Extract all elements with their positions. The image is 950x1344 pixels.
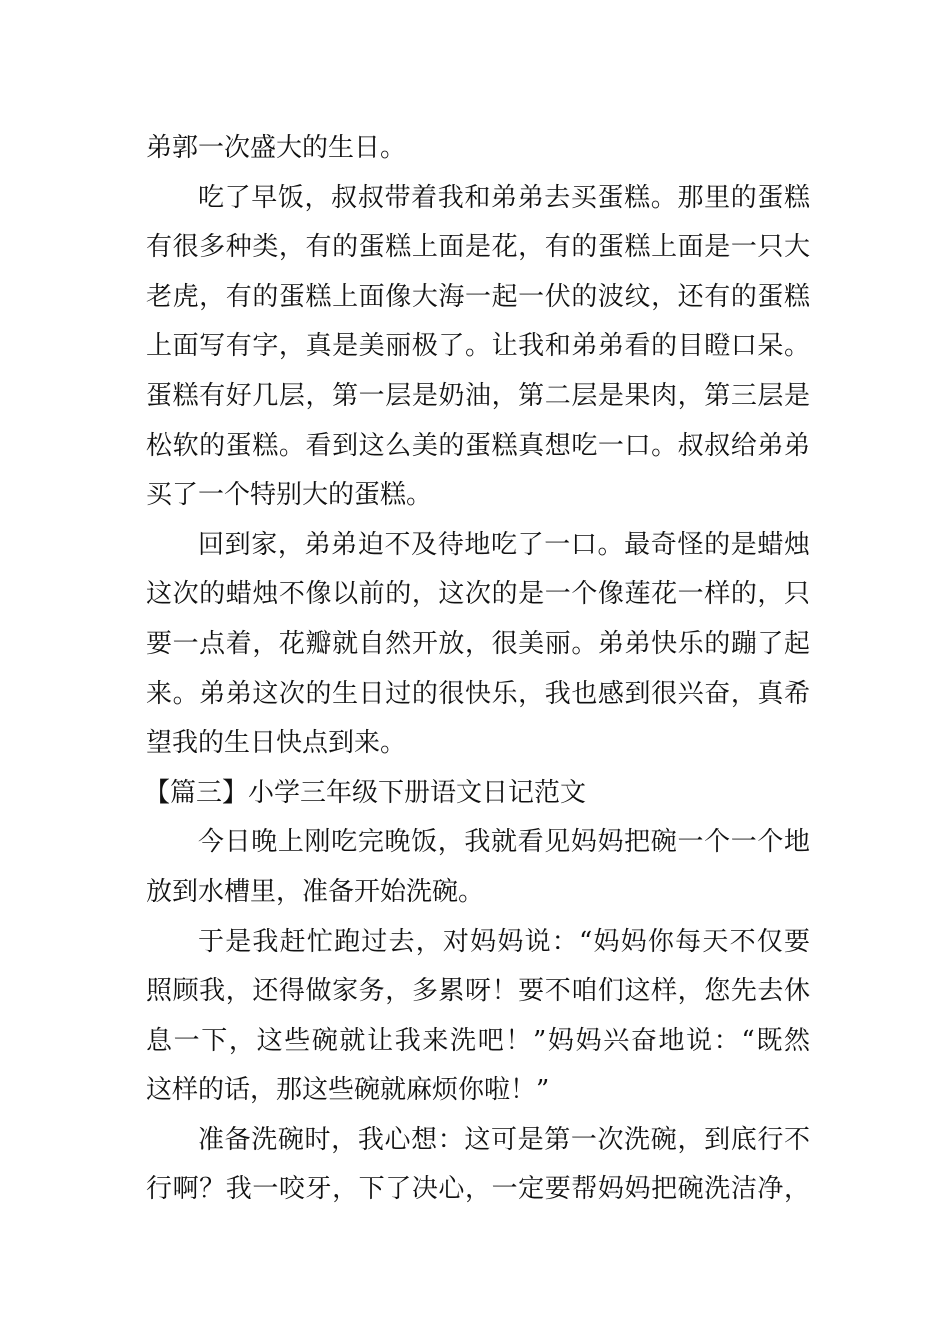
text-line: 上面写有字，真是美丽极了。让我和弟弟看的目瞪口呆。 [146,331,810,362]
paragraph-first-line: 准备洗碗时，我心想：这可是第一次洗碗，到底行不 [198,1124,810,1155]
text-line: 买了一个特别大的蛋糕。 [146,480,433,511]
text-line: 要一点着，花瓣就自然开放，很美丽。弟弟快乐的蹦了起 [146,628,810,659]
text-line: 照顾我，还得做家务，多累呀！要不咱们这样，您先去休 [146,976,810,1007]
text-line: 这次的蜡烛不像以前的，这次的是一个像莲花一样的，只 [146,579,810,610]
document-body [146,124,810,1215]
paragraph-first-line: 回到家，弟弟迫不及待地吃了一口。最奇怪的是蜡烛 [198,529,810,560]
text-line: 来。弟弟这次的生日过的很快乐，我也感到很兴奋，真希 [146,678,810,709]
text-line: 行啊？我一咬牙，下了决心，一定要帮妈妈把碗洗洁净， [146,1174,810,1205]
text-line: 蛋糕有好几层，第一层是奶油，第二层是果肉，第三层是 [146,380,810,411]
paragraph-first-line: 于是我赶忙跑过去，对妈妈说：“妈妈你每天不仅要 [198,926,810,957]
text-line: 有很多种类，有的蛋糕上面是花，有的蛋糕上面是一只大 [146,232,810,263]
paragraph-first-line: 今日晚上刚吃完晚饭，我就看见妈妈把碗一个一个地 [198,827,810,858]
text-line: 息一下，这些碗就让我来洗吧！”妈妈兴奋地说：“既然 [146,1025,810,1056]
text-line: 弟郭一次盛大的生日。 [146,133,407,163]
section-heading: 【篇三】小学三年级下册语文日记范文 [144,777,587,808]
text-line: 松软的蛋糕。看到这么美的蛋糕真想吃一口。叔叔给弟弟 [146,430,810,461]
text-line: 这样的话，那这些碗就麻烦你啦！” [146,1075,550,1106]
text-line: 老虎，有的蛋糕上面像大海一起一伏的波纹，还有的蛋糕 [146,281,810,312]
paragraph-first-line: 吃了早饭，叔叔带着我和弟弟去买蛋糕。那里的蛋糕 [198,182,810,213]
text-line: 放到水槽里，准备开始洗碗。 [146,876,485,907]
text-line: 望我的生日快点到来。 [146,728,407,759]
